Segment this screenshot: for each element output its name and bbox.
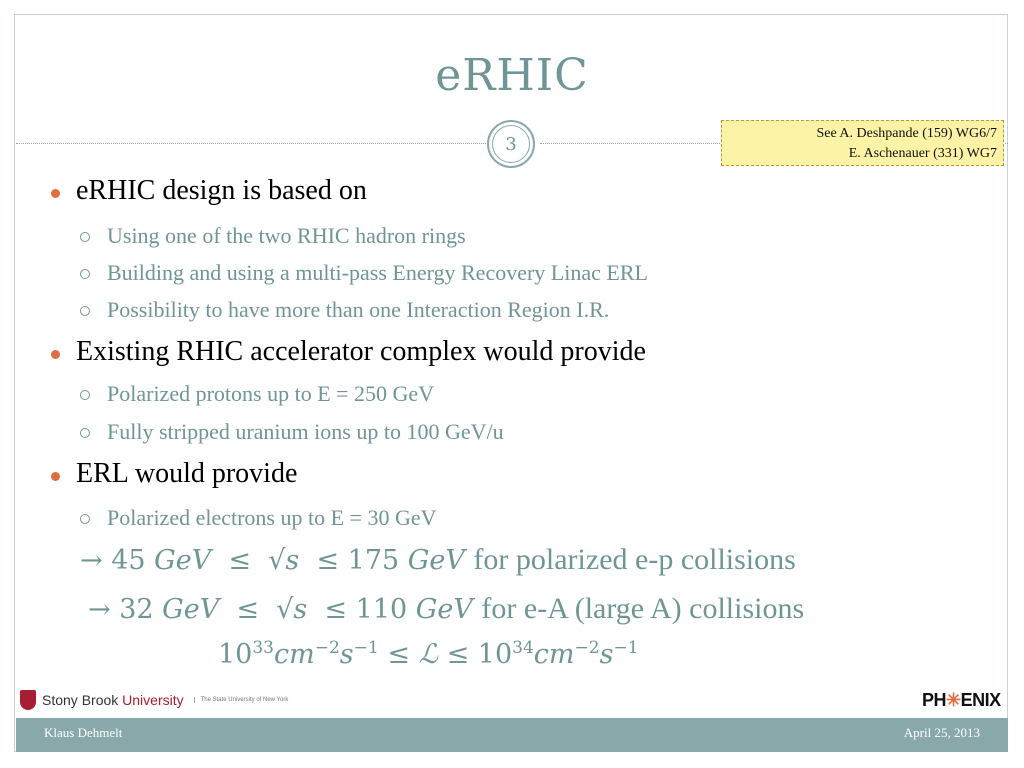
lumi-unit-cm: cm bbox=[274, 639, 315, 670]
equation-ep bbox=[80, 543, 796, 577]
footer-author: Klaus Dehmelt bbox=[44, 725, 123, 740]
lumi-unit-s-2: s bbox=[599, 639, 614, 670]
bullet-1: eRHIC design is based on bbox=[76, 175, 367, 206]
slide-number: 3 bbox=[492, 125, 530, 163]
reference-note-line1: See A. Deshpande (159) WG6/7 bbox=[816, 126, 997, 141]
footer-date: April 25, 2013 bbox=[903, 725, 980, 740]
lumi-cm-exp-2: −2 bbox=[574, 638, 600, 658]
eA-le-1: ≤ bbox=[236, 594, 260, 625]
equation-luminosity bbox=[218, 638, 639, 670]
sub-bullet-1-3: Possibility to have more than one Interaction Region I.R. bbox=[107, 297, 610, 322]
ep-le-1: ≤ bbox=[228, 545, 252, 576]
bullet-dot-icon bbox=[51, 472, 60, 481]
arrow-glyph: → bbox=[88, 594, 111, 625]
lumi-low-exp: 33 bbox=[252, 638, 274, 658]
bullet-3: ERL would provide bbox=[76, 458, 298, 489]
slide-title: eRHIC bbox=[435, 50, 589, 101]
ep-high-unit: GeV bbox=[407, 545, 465, 576]
lumi-unit-s: s bbox=[339, 639, 354, 670]
bullet-2: Existing RHIC accelerator complex would provide bbox=[76, 336, 646, 367]
phenix-left: PH bbox=[922, 690, 947, 710]
sub-bullet-1-2: Building and using a multi-pass Energy Recovery Linac ERL bbox=[107, 260, 648, 285]
sub-bullet-ring-icon bbox=[80, 269, 90, 279]
sub-bullet-ring-icon bbox=[80, 390, 90, 400]
stony-brook-shield-icon bbox=[20, 690, 36, 710]
stony-brook-subtitle: The State University of New York bbox=[194, 697, 289, 703]
sub-bullet-ring-icon bbox=[80, 428, 90, 438]
arrow-glyph: → bbox=[80, 545, 103, 576]
eA-sqrt-s: √s bbox=[276, 594, 308, 625]
bullet-dot-icon bbox=[51, 189, 60, 198]
reference-note bbox=[721, 120, 1004, 166]
equation-eA bbox=[88, 592, 804, 626]
eA-low-value: 32 bbox=[119, 594, 154, 625]
sub-bullet-1-1: Using one of the two RHIC hadron rings bbox=[107, 223, 466, 248]
stony-brook-logo bbox=[20, 688, 288, 712]
ep-high-value: 175 bbox=[347, 545, 400, 576]
ep-sqrt-s: √s bbox=[268, 545, 300, 576]
lumi-le-2: ≤ bbox=[446, 639, 470, 670]
stony-brook-name-a: Stony Brook bbox=[42, 692, 119, 708]
lumi-le-1: ≤ bbox=[387, 639, 410, 670]
lumi-s-exp-2: −1 bbox=[613, 638, 639, 658]
ep-low-value: 45 bbox=[111, 545, 146, 576]
ep-le-2: ≤ bbox=[316, 545, 340, 576]
sub-bullet-2-1: Polarized protons up to E = 250 GeV bbox=[107, 381, 435, 406]
lumi-cm-exp: −2 bbox=[314, 638, 340, 658]
ep-low-unit: GeV bbox=[154, 545, 212, 576]
stony-brook-name-b: University bbox=[122, 692, 184, 708]
slide-number-badge bbox=[487, 120, 535, 168]
lumi-unit-cm-2: cm bbox=[533, 639, 575, 670]
eA-description: for e-A (large A) collisions bbox=[481, 592, 805, 625]
phenix-logo bbox=[922, 690, 1001, 711]
title-divider-left bbox=[16, 143, 488, 144]
sub-bullet-2-2: Fully stripped uranium ions up to 100 GeV/u bbox=[107, 419, 504, 444]
phenix-right: ENIX bbox=[960, 690, 1001, 710]
sub-bullet-3-1: Polarized electrons up to E = 30 GeV bbox=[107, 505, 437, 530]
lumi-high-base: 10 bbox=[477, 639, 513, 670]
sub-bullet-ring-icon bbox=[80, 232, 90, 242]
sub-bullet-ring-icon bbox=[80, 514, 90, 524]
sub-bullet-ring-icon bbox=[80, 306, 90, 316]
eA-high-unit: GeV bbox=[415, 594, 473, 625]
eA-le-2: ≤ bbox=[324, 594, 348, 625]
lumi-s-exp: −1 bbox=[353, 638, 379, 658]
phenix-star-icon: ✳ bbox=[946, 690, 961, 710]
lumi-high-exp: 34 bbox=[512, 638, 534, 658]
lumi-symbol: ℒ bbox=[418, 639, 438, 670]
lumi-low-base: 10 bbox=[218, 639, 253, 670]
eA-low-unit: GeV bbox=[162, 594, 220, 625]
ep-description: for polarized e-p collisions bbox=[473, 543, 796, 576]
reference-note-line2: E. Aschenauer (331) WG7 bbox=[848, 146, 997, 161]
eA-high-value: 110 bbox=[355, 594, 408, 625]
bullet-dot-icon bbox=[51, 350, 60, 359]
